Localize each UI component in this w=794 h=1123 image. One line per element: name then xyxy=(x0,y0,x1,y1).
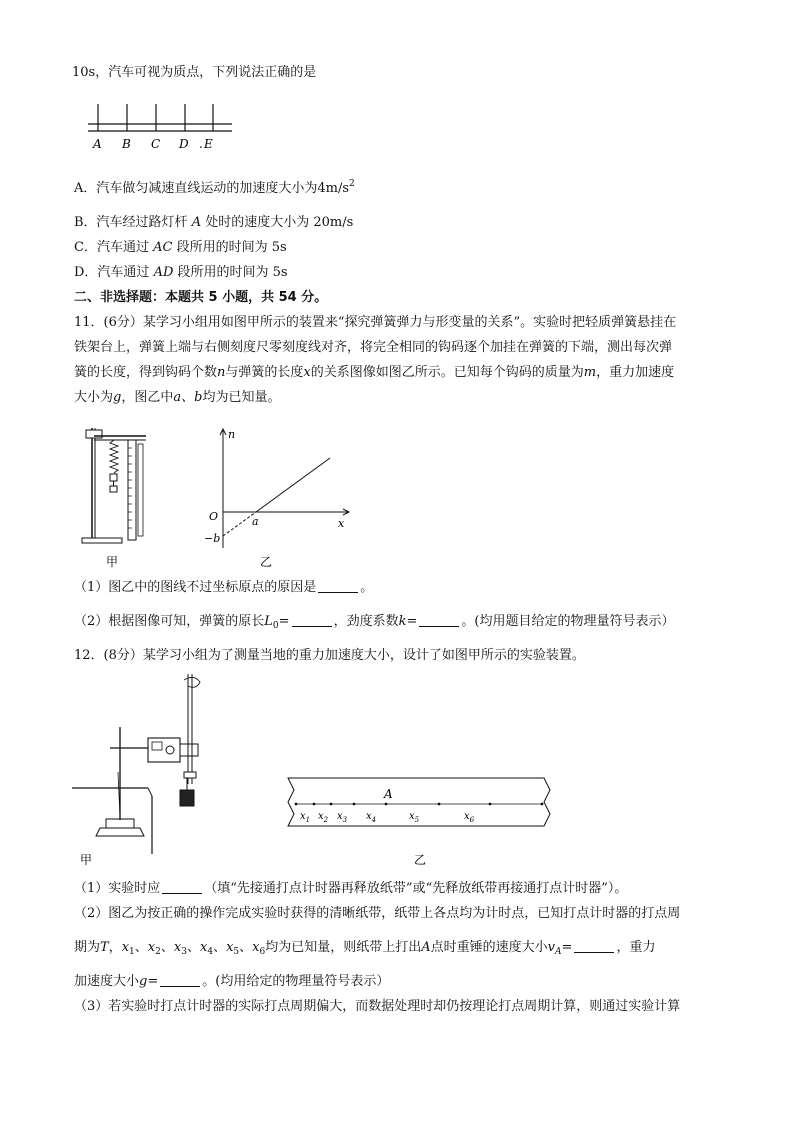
q10-label-a: A xyxy=(93,137,102,151)
q11-graph-y-axis-label: n xyxy=(228,428,236,441)
q12-sub3: （3）若实验时打点计时器的实际打点周期偏大，而数据处理时却仍按理论打点周期计算，则通过实验计算 xyxy=(74,999,681,1014)
q11-sub2: （2）根据图像可知，弹簧的原长$L_0=$ ，劲度系数k= 。(均用题目给定的物理量符号表示） xyxy=(74,614,675,631)
q12-sub2-blank-va[interactable] xyxy=(574,940,614,953)
q12-fig-jia-label: 甲 xyxy=(80,853,93,867)
q11-graph-a-label: a xyxy=(252,515,259,528)
q10-label-b: B xyxy=(122,137,131,151)
q12-tape-x2: $x_2$ xyxy=(318,811,329,824)
q11-sub1-blank[interactable] xyxy=(318,580,358,593)
q10-road-figure xyxy=(86,98,236,160)
svg-text:.: . xyxy=(199,137,203,151)
q12-sub2-line2: 期为T，$x_1$、$x_2$、$x_3$、$x_4$、$x_5$、$x_6$均为已知量，则纸带上打出A点时重锤的速度大小$v_A=$ ，重力 xyxy=(74,940,656,957)
q12-sub2-line3: 加速度大小g= 。(均用给定的物理量符号表示） xyxy=(74,974,390,989)
q12-tape-x6: $x_6$ xyxy=(464,811,475,824)
q11-fig-yi-label: 乙 xyxy=(260,555,273,569)
q12-tape-x3: $x_3$ xyxy=(337,811,348,824)
q10-label-c: C xyxy=(151,137,161,151)
q10-option-d[interactable]: D．汽车通过 AD 段所用的时间为 5s xyxy=(74,265,288,280)
q10-label-d: D xyxy=(179,137,189,151)
q11-sub1: （1）图乙中的图线不过坐标原点的原因是 。 xyxy=(74,580,374,595)
q11-line1: 11．(6分）某学习小组用如图甲所示的装置来“探究弹簧弹力与形变量的关系”。实验时把轻质弹簧悬挂在 xyxy=(74,315,677,330)
q12-tape-point-a: A xyxy=(384,787,393,801)
q12-fig-yi-label: 乙 xyxy=(414,853,427,867)
q11-apparatus-figure xyxy=(76,420,166,570)
q10-option-b[interactable]: B．汽车经过路灯杆 A 处时的速度大小为 20m/s xyxy=(74,215,354,230)
q11-graph-b-label: −b xyxy=(204,532,221,545)
q12-sub1-blank[interactable] xyxy=(162,881,202,894)
section2-title: 二、非选择题：本题共 5 小题，共 54 分。 xyxy=(74,290,328,305)
q12-tape-x4: $x_4$ xyxy=(366,811,377,824)
q12-tape-x1: $x_1$ xyxy=(300,811,311,824)
q12-tape-figure xyxy=(284,772,556,868)
q12-sub2-line1: （2）图乙为按正确的操作完成实验时获得的清晰纸带，纸带上各点均为计时点，已知打点计时器的打点周 xyxy=(74,906,681,921)
q12-tape-x5: $x_5$ xyxy=(409,811,420,824)
q10-option-c[interactable]: C．汽车通过 AC 段所用的时间为 5s xyxy=(74,240,287,255)
q12-sub2-blank-g[interactable] xyxy=(160,974,200,987)
q11-fig-jia-label: 甲 xyxy=(106,555,119,569)
q11-sub2-blank-k[interactable] xyxy=(419,614,459,627)
q12-line1: 12．(8分）某学习小组为了测量当地的重力加速度大小，设计了如图甲所示的实验装置。 xyxy=(74,648,585,663)
q11-line3: 簧的长度，得到钩码个数n与弹簧的长度x的关系图像如图乙所示。已知每个钩码的质量为m，重力加速度 xyxy=(74,365,675,380)
q10-stem: 10s，汽车可视为质点，下列说法正确的是 xyxy=(72,65,317,80)
q11-graph-x-axis-label: x xyxy=(338,517,345,530)
q12-apparatus-figure xyxy=(70,672,220,868)
q10-option-a[interactable]: A．汽车做匀减速直线运动的加速度大小为$4m/s^2$ xyxy=(74,179,355,196)
q11-graph-origin: O xyxy=(209,510,219,523)
q11-graph-figure xyxy=(198,424,358,570)
q11-line4: 大小为g，图乙中a、b均为已知量。 xyxy=(74,390,281,405)
q11-sub2-blank-length[interactable] xyxy=(292,614,332,627)
q11-line2: 铁架台上，弹簧上端与右侧刻度尺零刻度线对齐，将完全相同的钩码逐个加挂在弹簧的下端，测出每次弹 xyxy=(74,340,673,355)
q12-sub1: （1）实验时应 （填“先接通打点计时器再释放纸带”或“先释放纸带再接通打点计时器”）。 xyxy=(74,881,628,896)
q10-label-e: E xyxy=(204,137,213,151)
